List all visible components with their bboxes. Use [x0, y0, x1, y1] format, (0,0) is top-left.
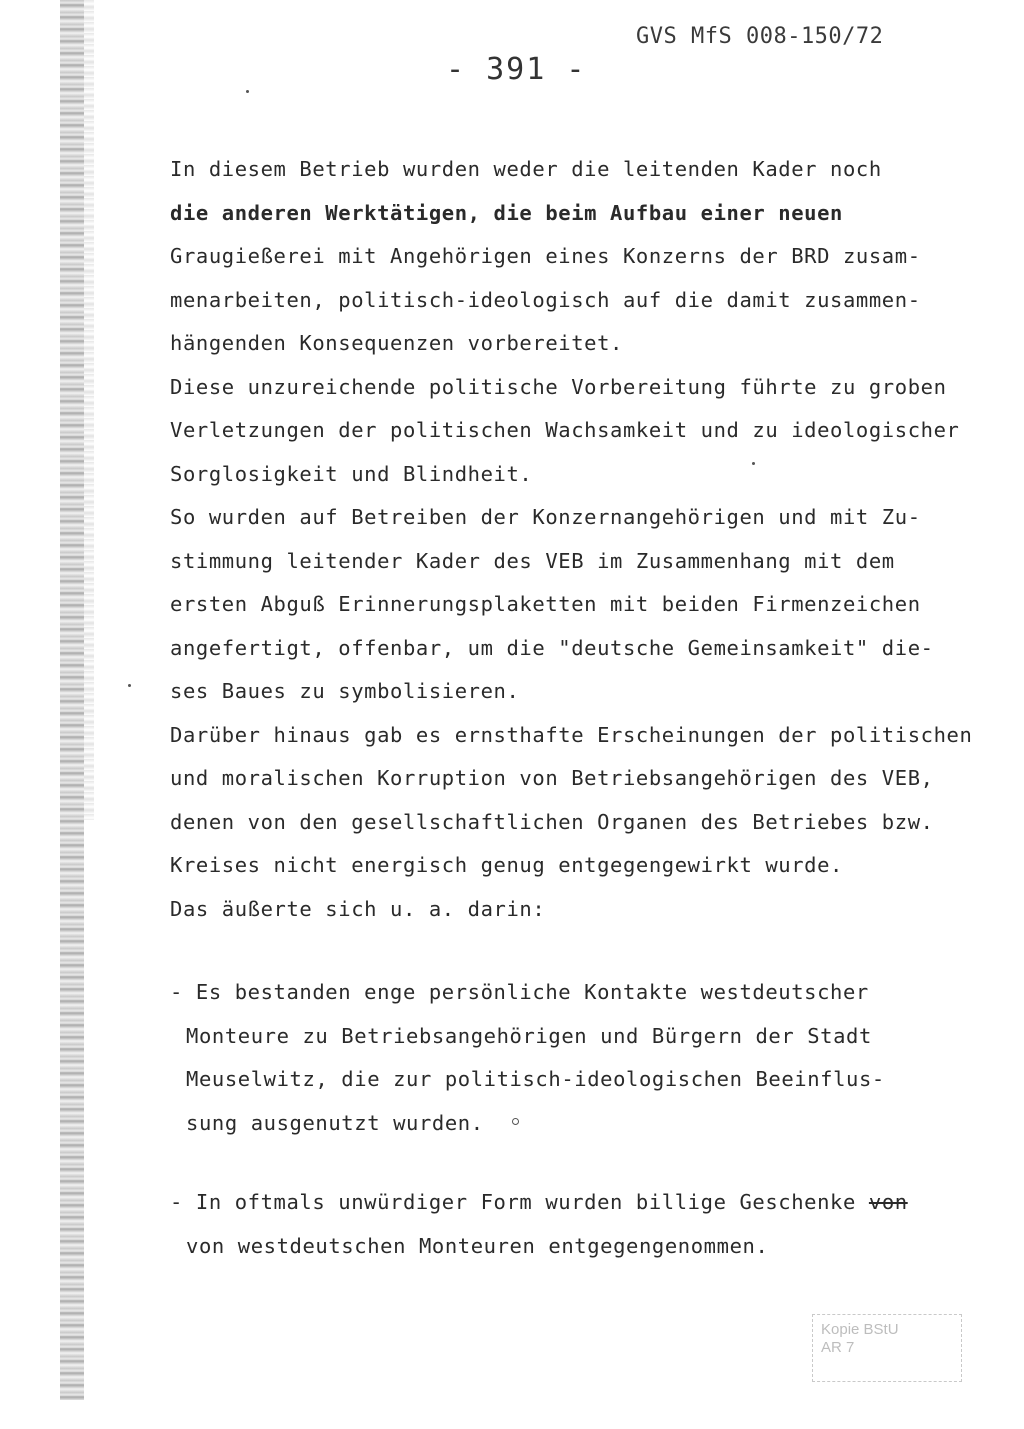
text-line: Das äußerte sich u. a. darin:	[170, 896, 546, 921]
struck-word: von	[868, 1190, 908, 1214]
bullet-item-line: sung ausgenutzt wurden.	[186, 1110, 484, 1135]
text-line: In diesem Betrieb wurden weder die leitenden Kader noch	[170, 157, 882, 181]
text-line: Darüber hinaus gab es ernsthafte Erscheinungen der politischen	[170, 722, 973, 747]
bullet-item-line: von westdeutschen Monteuren entgegengenommen.	[186, 1233, 769, 1258]
document-reference: GVS MfS 008-150/72	[636, 24, 884, 49]
text-line: Graugießerei mit Angehörigen eines Konzerns der BRD zusam-	[170, 244, 921, 268]
text-line: Verletzungen der politischen Wachsamkeit und zu ideologischer	[170, 418, 960, 442]
scan-edge-artifact	[60, 0, 84, 1400]
text-line: Sorglosigkeit und Blindheit.	[170, 461, 533, 486]
text-line: denen von den gesellschaftlichen Organen des Betriebes bzw.	[170, 809, 934, 834]
scan-speck	[128, 684, 131, 687]
bullet-item-line: Meuselwitz, die zur politisch-ideologischen Beeinflus-	[186, 1067, 885, 1091]
text-line: ersten Abguß Erinnerungsplaketten mit beiden Firmenzeichen	[170, 592, 921, 616]
scan-edge-artifact-inner	[84, 0, 94, 820]
text-line: Kreises nicht energisch genug entgegengewirkt wurde.	[170, 853, 843, 877]
text-line: und moralischen Korruption von Betriebsangehörigen des VEB,	[170, 766, 934, 790]
scan-speck	[752, 462, 755, 465]
stamp-line: Kopie BStU	[821, 1321, 899, 1338]
text-line: So wurden auf Betreiben der Konzernangehörigen und mit Zu-	[170, 505, 921, 529]
text-line: Diese unzureichende politische Vorbereitung führte zu groben	[170, 374, 947, 399]
bullet-item-line: - Es bestanden enge persönliche Kontakte westdeutscher	[170, 980, 869, 1004]
paragraph-gap	[170, 1145, 980, 1181]
text-line: angefertigt, offenbar, um die "deutsche Gemeinsamkeit" die-	[170, 635, 934, 660]
bullet-item-line	[170, 1181, 980, 1225]
text-line: die anderen Werktätigen, die beim Aufbau einer neuen	[170, 200, 843, 225]
scan-speck	[246, 90, 249, 93]
bullet-item-line: Monteure zu Betriebsangehörigen und Bürgern der Stadt	[186, 1023, 872, 1048]
text-line: hängenden Konsequenzen vorbereitet.	[170, 331, 623, 355]
page-number: - 391 -	[446, 52, 587, 87]
text-line: menarbeiten, politisch-ideologisch auf die damit zusammen-	[170, 287, 921, 312]
archive-stamp	[812, 1314, 962, 1382]
text-line: ses Baues zu symbolisieren.	[170, 679, 520, 703]
scan-speck	[512, 1118, 519, 1125]
document-body	[170, 148, 980, 1268]
text-line: stimmung leitender Kader des VEB im Zusammenhang mit dem	[170, 548, 895, 573]
paragraph-gap	[170, 931, 980, 971]
stamp-line: AR 7	[821, 1339, 855, 1356]
bullet-text: - In oftmals unwürdiger Form wurden billige Geschenke	[170, 1190, 856, 1214]
